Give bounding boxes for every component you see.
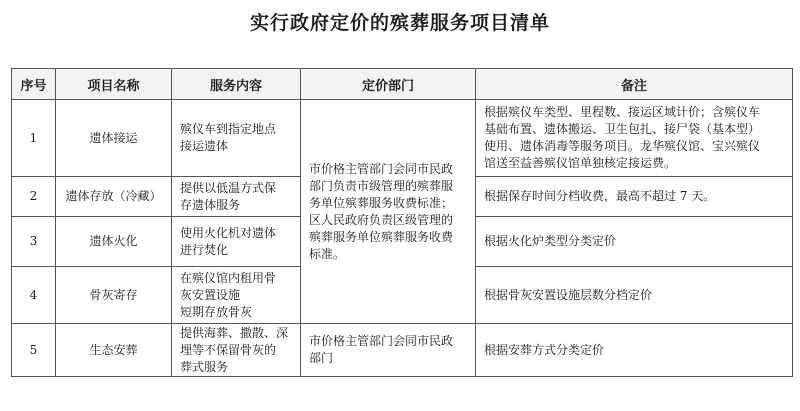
service-content: 殡仪车到指定地点 接运遗体 — [172, 100, 301, 177]
header-remark: 备注 — [476, 69, 793, 100]
remark: 根据殡仪车类型、里程数、接运区域计价；含殡仪车 基础布置、遗体搬运、卫生包扎、接尸袋（基本型） 使用、遗体消毒等服务项目。龙华殡仪馆、宝兴殡仪 馆送至益善殡仪馆单独核定接运费。 — [476, 100, 793, 177]
table-row — [12, 100, 793, 177]
item-name: 遗体存放（冷藏） — [56, 177, 172, 217]
remark: 根据火化炉类型分类定价 — [476, 217, 793, 267]
header-content: 服务内容 — [172, 69, 301, 100]
table-header-row — [12, 69, 793, 100]
pricing-department: 市价格主管部门会同市民政 部门 — [301, 324, 476, 377]
row-number: 3 — [12, 217, 56, 267]
service-content: 在殡仪馆内租用骨 灰安置设施 短期存放骨灰 — [172, 267, 301, 324]
fee-table — [11, 68, 793, 377]
item-name: 遗体接运 — [56, 100, 172, 177]
row-number: 4 — [12, 267, 56, 324]
pricing-department: 市价格主管部门会同市民政 部门负责市级管理的殡葬服 务单位殡葬服务收费标准； 区人民政府负责区级管理的 殡葬服务单位殡葬服务收费 标准。 — [301, 100, 476, 324]
service-content: 提供海葬、撒散、深 埋等不保留骨灰的 葬式服务 — [172, 324, 301, 377]
item-name: 生态安葬 — [56, 324, 172, 377]
row-number: 2 — [12, 177, 56, 217]
remark: 根据保存时间分档收费，最高不超过 7 天。 — [476, 177, 793, 217]
row-number: 5 — [12, 324, 56, 377]
item-name: 遗体火化 — [56, 217, 172, 267]
table-row — [12, 324, 793, 377]
remark: 根据安葬方式分类定价 — [476, 324, 793, 377]
remark: 根据骨灰安置设施层数分档定价 — [476, 267, 793, 324]
row-number: 1 — [12, 100, 56, 177]
header-no: 序号 — [12, 69, 56, 100]
service-content: 使用火化机对遗体 进行焚化 — [172, 217, 301, 267]
header-name: 项目名称 — [56, 69, 172, 100]
service-content: 提供以低温方式保 存遗体服务 — [172, 177, 301, 217]
page-title: 实行政府定价的殡葬服务项目清单 — [249, 12, 550, 34]
header-dept: 定价部门 — [301, 69, 476, 100]
item-name: 骨灰寄存 — [56, 267, 172, 324]
